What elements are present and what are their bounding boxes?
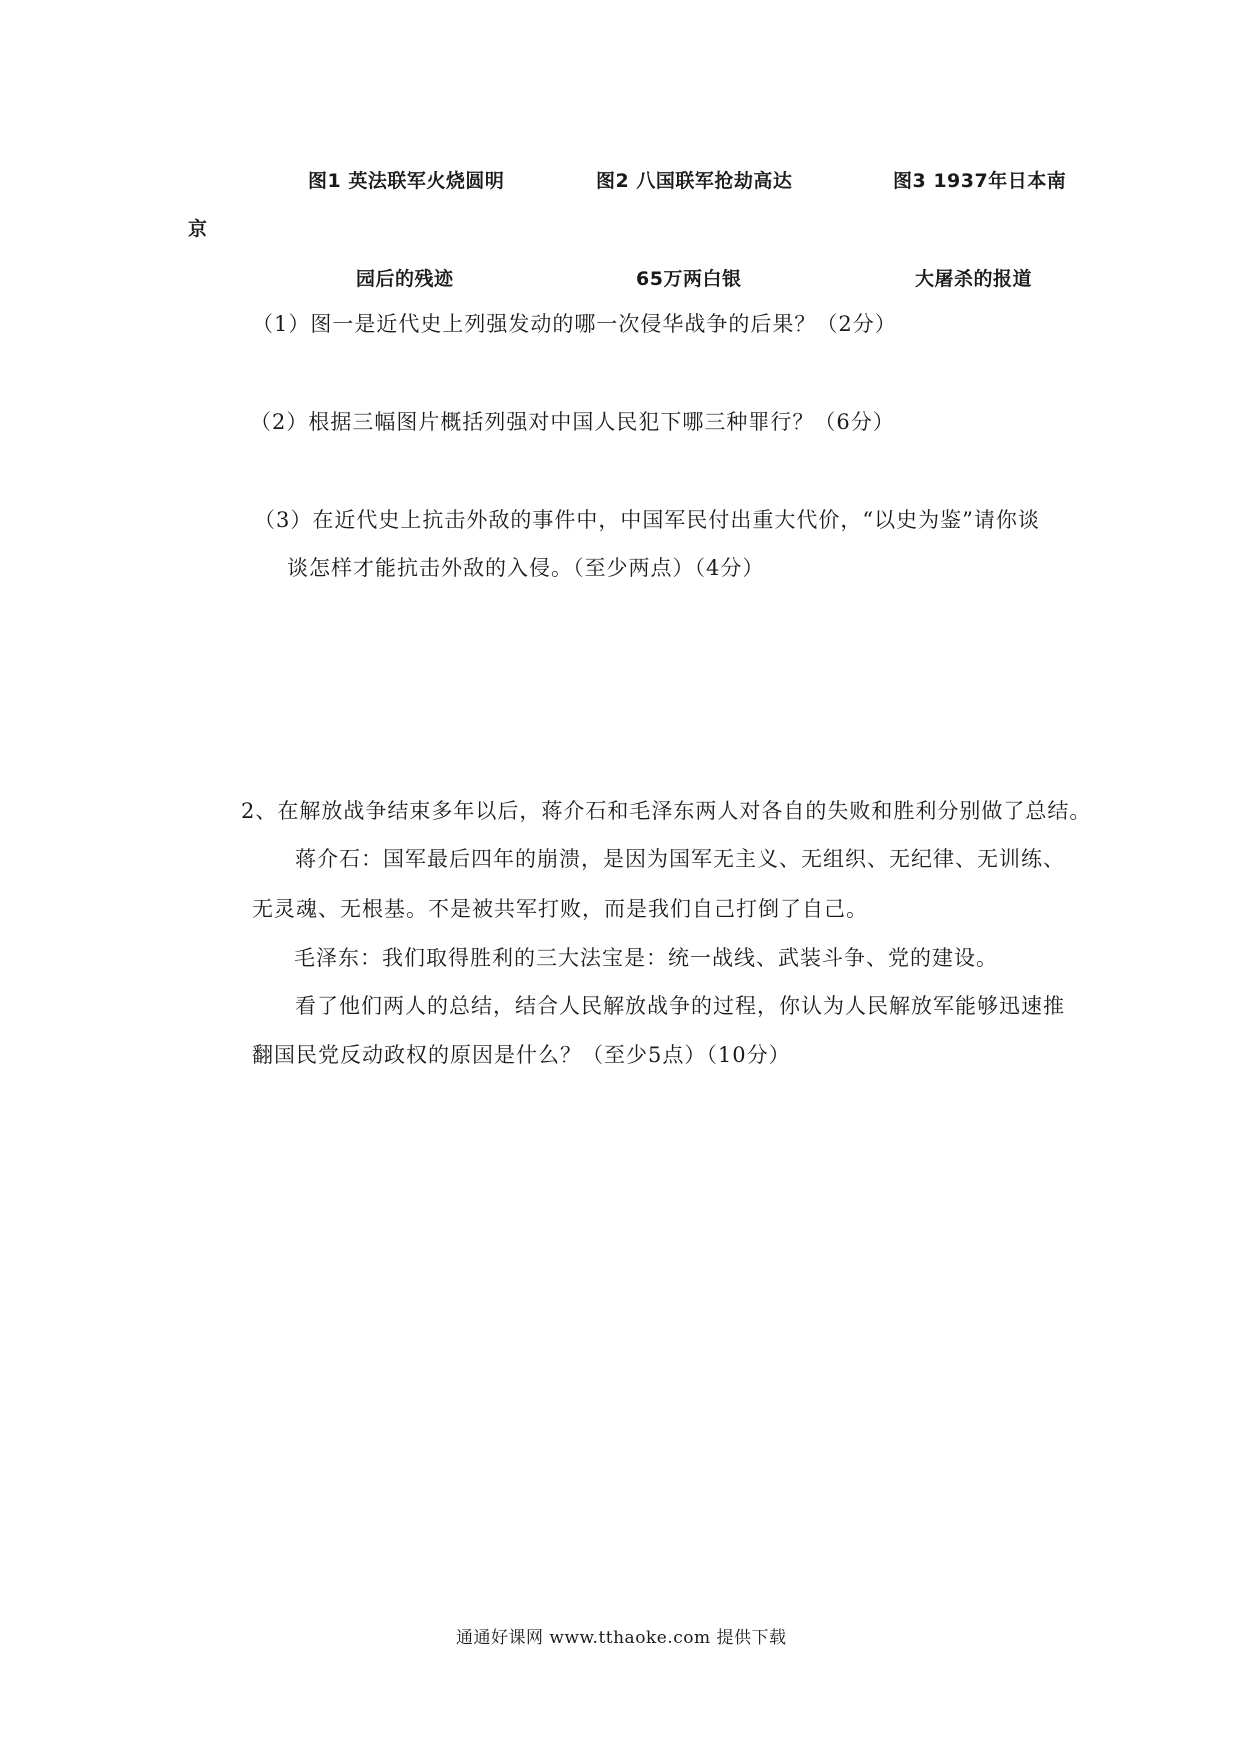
- question-2-jiang-quote-line-2: 无灵魂、无根基。不是被共军打败，而是我们自己打倒了自己。: [252, 897, 868, 921]
- question-1-sub-3-line-1: （3）在近代史上抗击外敌的事件中，中国军民付出重大代价，“以史为鉴”请你谈: [254, 508, 1040, 532]
- figure-3-caption-line-1: 图3 1937年日本南: [893, 170, 1067, 192]
- question-2-prompt-line-2: 翻国民党反动政权的原因是什么？（至少5点）（10分）: [252, 1043, 791, 1067]
- question-2-prompt-line-1: 看了他们两人的总结，结合人民解放战争的过程，你认为人民解放军能够迅速推: [295, 994, 1065, 1018]
- figure-1-caption-line-2: 园后的残迹: [356, 268, 454, 290]
- question-2-mao-quote: 毛泽东：我们取得胜利的三大法宝是：统一战线、武装斗争、党的建设。: [294, 946, 998, 970]
- page-footer: 通通好课网 www.tthaoke.com 提供下载: [456, 1628, 787, 1648]
- question-1-sub-2: （2）根据三幅图片概括列强对中国人民犯下哪三种罪行？（6分）: [250, 410, 895, 434]
- question-1-sub-1: （1）图一是近代史上列强发动的哪一次侵华战争的后果？（2分）: [252, 312, 897, 336]
- question-2-jiang-quote-line-1: 蒋介石：国军最后四年的崩溃，是因为国军无主义、无组织、无纪律、无训练、: [295, 847, 1065, 871]
- figure-3-caption-wrap: 京: [188, 218, 208, 240]
- figure-2-caption-line-1: 图2 八国联军抢劫高达: [596, 170, 793, 192]
- figure-1-caption-line-1: 图1 英法联军火烧圆明: [308, 170, 505, 192]
- figure-3-caption-line-2: 大屠杀的报道: [915, 268, 1033, 290]
- figure-2-caption-line-2: 65万两白银: [636, 268, 742, 290]
- question-1-sub-3-line-2: 谈怎样才能抗击外敌的入侵。（至少两点）（4分）: [287, 556, 765, 580]
- question-2-intro: 2、在解放战争结束多年以后，蒋介石和毛泽东两人对各自的失败和胜利分别做了总结。: [241, 799, 1092, 823]
